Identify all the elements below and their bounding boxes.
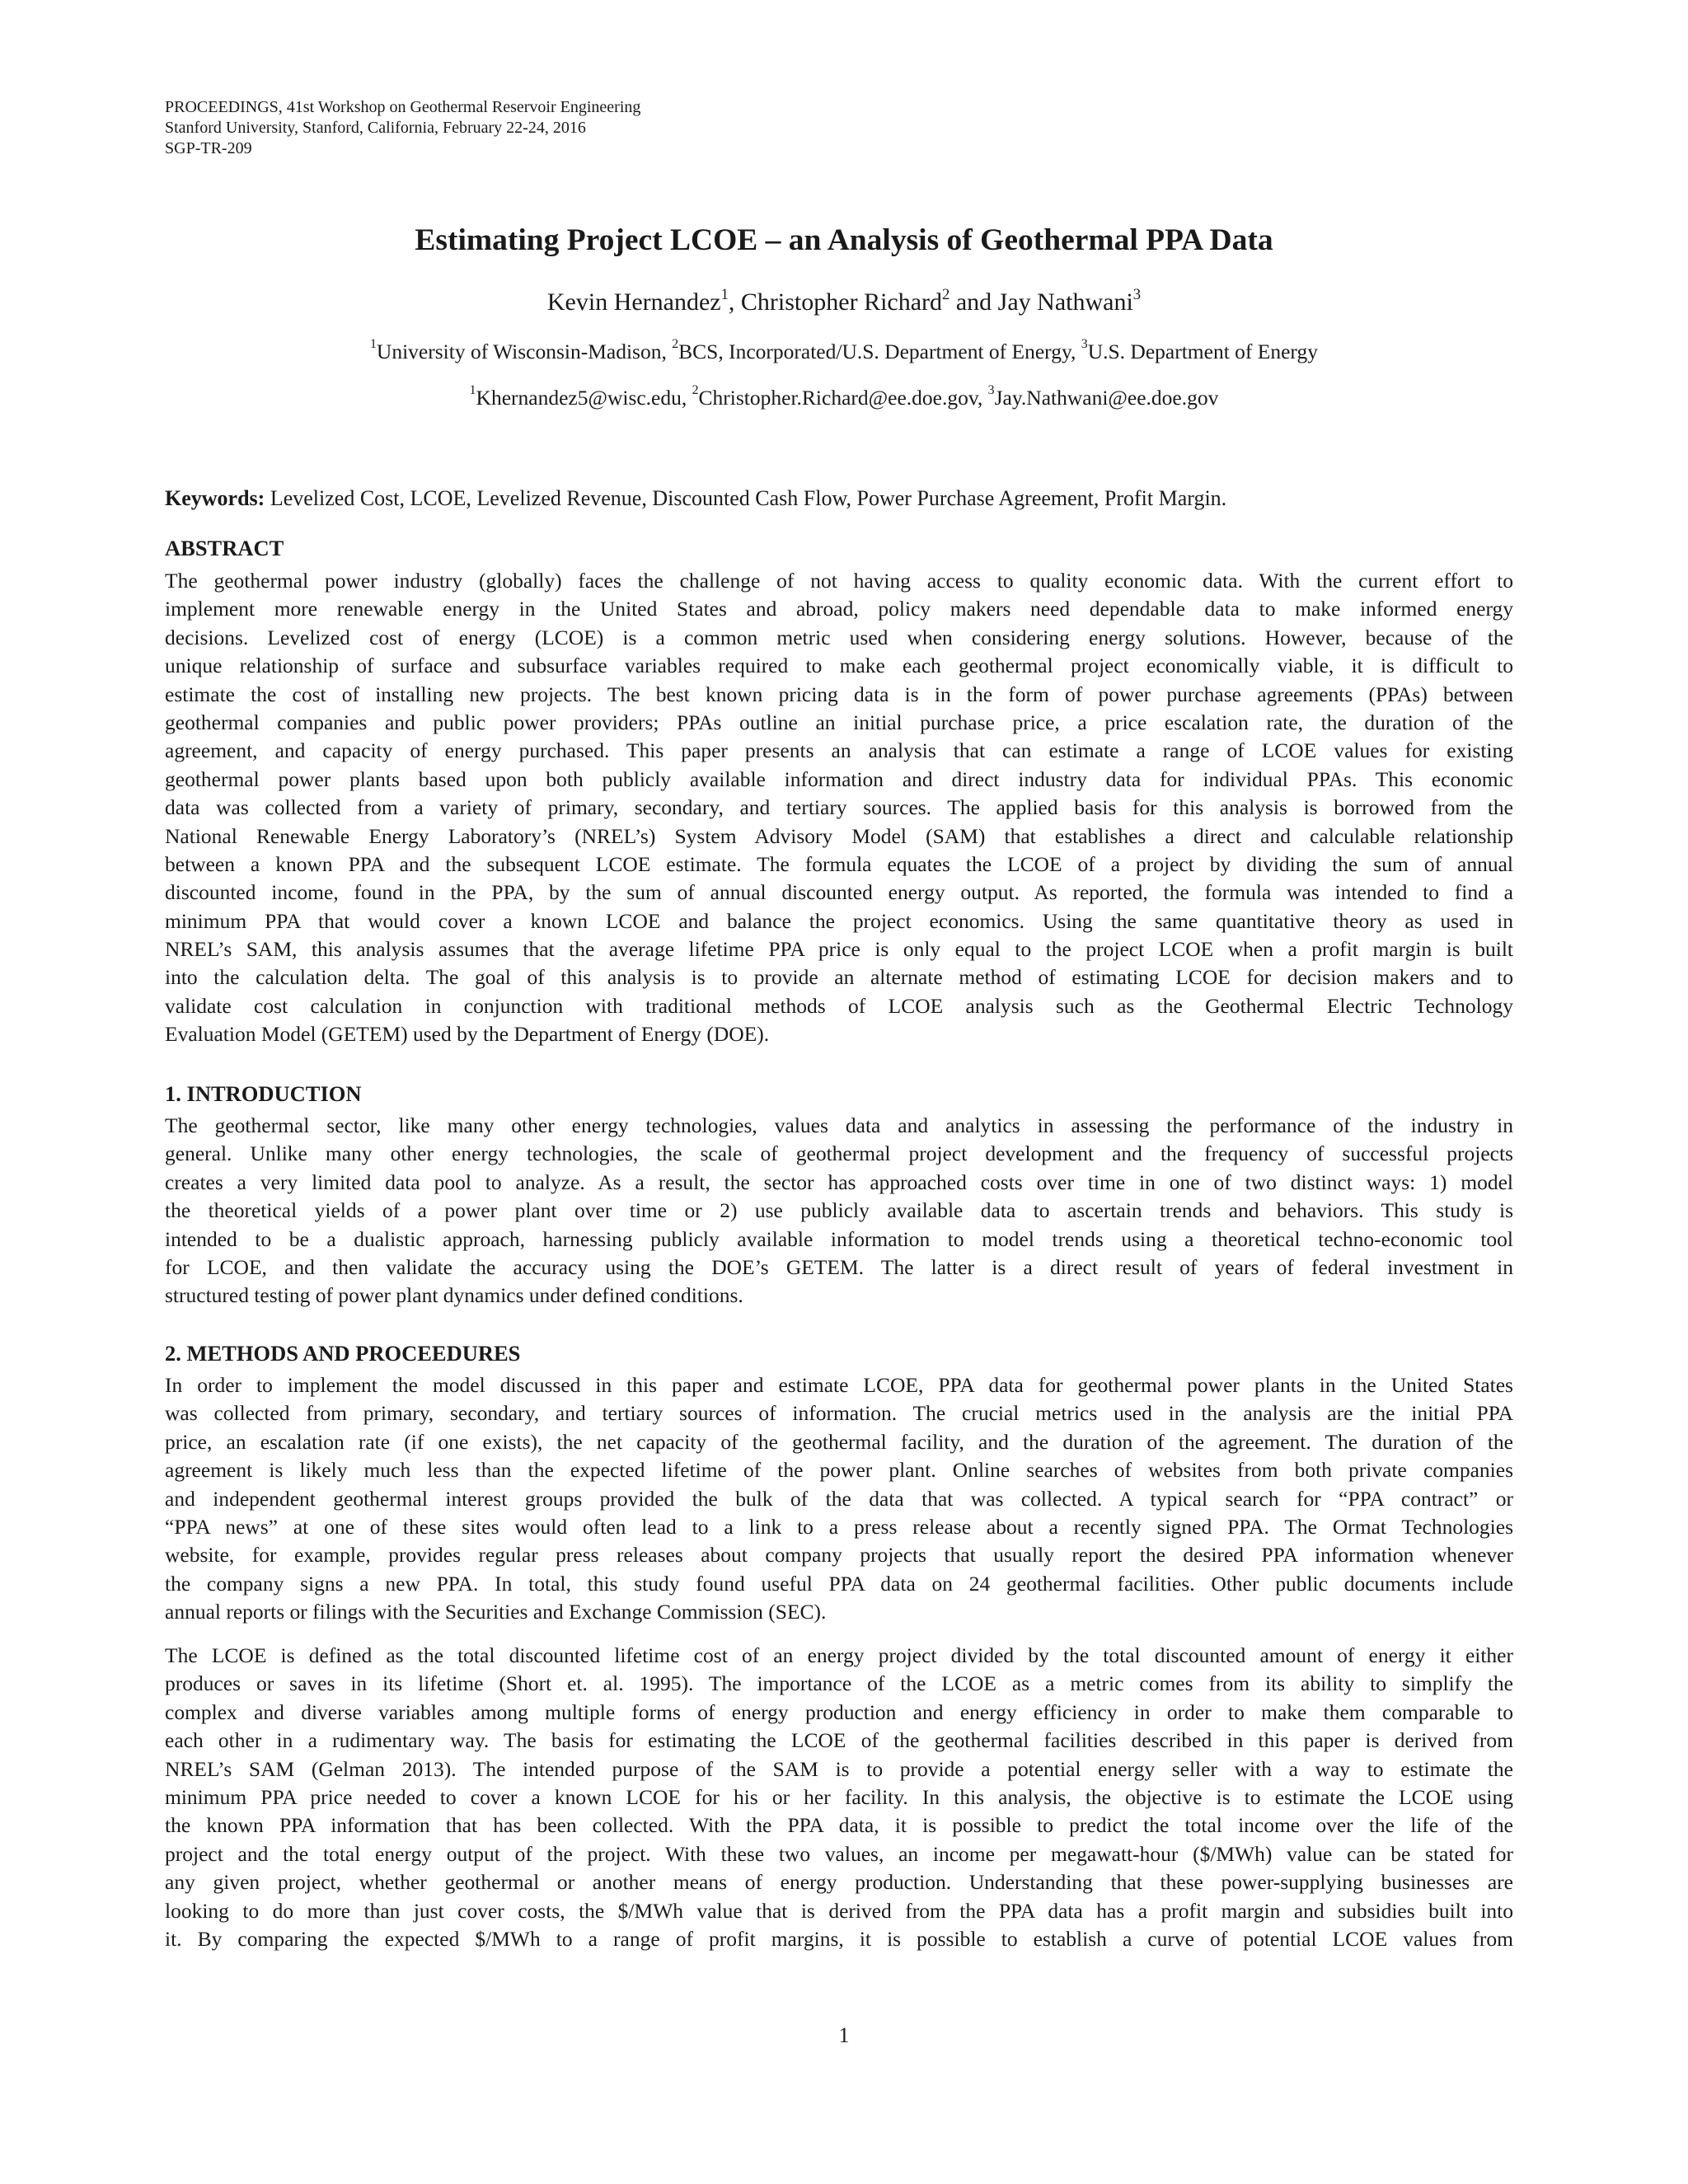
affiliations [0, 337, 1688, 364]
author-superscript: 2 [942, 286, 950, 303]
text-line: between a known PPA and the subsequent LCOE estimate. The formula equates the LCOE of a project by dividing the sum of annual [165, 851, 1513, 876]
keywords-text: Levelized Cost, LCOE, Levelized Revenue, Discounted Cash Flow, Power Purchase Agreement, Profit Margin. [265, 486, 1227, 510]
text-line: for LCOE, and then validate the accuracy using the DOE’s GETEM. The latter is a direct result of years of federal investment in [165, 1254, 1513, 1279]
affiliation-superscript: 2 [672, 337, 679, 351]
author-name: Christopher Richard [740, 288, 943, 316]
author-name: Jay Nathwani [997, 288, 1133, 316]
text-line: creates a very limited data pool to analyze. As a result, the sector has approached costs over time in one of two distinct ways: 1) model [165, 1169, 1513, 1194]
text-line: validate cost calculation in conjunction with traditional methods of LCOE analysis such as the Geothermal Electric Technology [165, 993, 1513, 1018]
text-line: price, an escalation rate (if one exists), the net capacity of the geothermal facility, and the duration of the agreement. The duration of the [165, 1429, 1513, 1454]
text-line: looking to do more than just cover costs, the $/MWh value that is derived from the PPA data has a profit margin and subsidies built into [165, 1898, 1513, 1923]
email-text: Christopher.Richard@ee.doe.gov, [698, 386, 988, 410]
text-line: geothermal companies and public power providers; PPAs outline an initial purchase price, a price escalation rate, the duration of the [165, 710, 1513, 734]
text-line: minimum PPA that would cover a known LCOE and balance the project economics. Using the same quantitative theory as used in [165, 908, 1513, 933]
text-line: each other in a rudimentary way. The basis for estimating the LCOE of the geothermal facilities described in this paper is derived from [165, 1728, 1513, 1753]
text-line: the company signs a new PPA. In total, this study found useful PPA data on 24 geothermal facilities. Other public documents include [165, 1571, 1513, 1596]
author-separator: , [728, 288, 741, 316]
text-line: agreement is likely much less than the expected lifetime of the power plant. Online searches of websites from both private companies [165, 1458, 1513, 1483]
text-line: implement more renewable energy in the United States and abroad, policy makers need dependable data to make informed energy [165, 597, 1513, 621]
text-line: project and the total energy output of the project. With these two values, an income per megawatt-hour ($/MWh) value can be stated for [165, 1841, 1513, 1866]
text-line: any given project, whether geothermal or another means of energy production. Understanding that these power-supplying businesses are [165, 1870, 1513, 1895]
text-line: Evaluation Model (GETEM) used by the Department of Energy (DOE). [165, 1022, 770, 1047]
text-line: general. Unlike many other energy technologies, the scale of geothermal project development and the frequency of successful projects [165, 1141, 1513, 1166]
author-superscript: 3 [1132, 286, 1142, 303]
keywords-label: Keywords: [165, 486, 265, 510]
methods-paragraph-1 [165, 1371, 1513, 1627]
affiliation-text: U.S. Department of Energy [1087, 340, 1318, 363]
page-number: 1 [838, 2023, 850, 2047]
email-text: Jay.Nathwani@ee.doe.gov [994, 386, 1219, 410]
text-line: structured testing of power plant dynamics under defined conditions. [165, 1283, 743, 1308]
text-line: geothermal power plants based upon both publicly available information and direct industry data for individual PPAs. This economic [165, 766, 1513, 791]
text-line: The LCOE is defined as the total discounted lifetime cost of an energy project divided by the total discounted amount of energy it either [165, 1643, 1513, 1667]
text-line: data was collected from a variety of primary, secondary, and tertiary sources. The applied basis for this analysis is borrowed from the [165, 795, 1513, 820]
keywords-line [165, 486, 1226, 511]
text-line: it. By comparing the expected $/MWh to a range of profit margins, it is possible to establish a curve of potential LCOE values from [165, 1926, 1513, 1951]
text-line: NREL’s SAM, this analysis assumes that the average lifetime PPA price is only equal to the project LCOE when a profit margin is built [165, 937, 1513, 962]
text-line: was collected from primary, secondary, and tertiary sources of information. The crucial metrics used in the analysis are the initial PPA [165, 1401, 1513, 1426]
author-list [0, 288, 1688, 316]
paper-title: Estimating Project LCOE – an Analysis of Geothermal PPA Data [415, 223, 1273, 257]
email-text: Khernandez5@wisc.edu, [476, 386, 692, 410]
abstract-paragraph [165, 567, 1513, 1049]
text-line: The geothermal power industry (globally) faces the challenge of not having access to quality economic data. With the current effort to [165, 569, 1513, 593]
introduction-paragraph [165, 1112, 1513, 1310]
proceedings-line: SGP-TR-209 [165, 139, 252, 157]
text-line: National Renewable Energy Laboratory’s (NREL’s) System Advisory Model (SAM) that establishes a direct and calculable relationship [165, 823, 1513, 848]
text-line: In order to implement the model discussed in this paper and estimate LCOE, PPA data for geothermal power plants in the United States [165, 1373, 1513, 1397]
proceedings-header [165, 97, 640, 159]
affiliation-superscript: 3 [1081, 337, 1088, 351]
abstract-heading: ABSTRACT [165, 536, 284, 560]
introduction-heading: 1. INTRODUCTION [165, 1081, 362, 1106]
text-line: discounted income, found in the PPA, by the sum of annual discounted energy output. As reported, the formula was intended to find a [165, 880, 1513, 905]
text-line: complex and diverse variables among multiple forms of energy production and energy efficiency in order to make them comparable to [165, 1699, 1513, 1724]
text-line: unique relationship of surface and subsurface variables required to make each geothermal project economically viable, it is difficult to [165, 654, 1513, 678]
proceedings-line: PROCEEDINGS, 41st Workshop on Geothermal Reservoir Engineering [165, 98, 641, 116]
text-line: The geothermal sector, like many other energy technologies, values data and analytics in assessing the performance of the industry in [165, 1113, 1513, 1137]
text-line: intended to be a dualistic approach, harnessing publicly available information to model trends using a theoretical techno-economic tool [165, 1226, 1513, 1251]
text-line: agreement, and capacity of energy purchased. This paper presents an analysis that can estimate a range of LCOE values for existing [165, 738, 1513, 763]
proceedings-line: Stanford University, Stanford, California, February 22-24, 2016 [165, 119, 586, 137]
author-emails [0, 383, 1688, 410]
text-line: produces or saves in its lifetime (Short et. al. 1995). The importance of the LCOE as a metric comes from its ability to simplify the [165, 1671, 1513, 1696]
text-line: annual reports or filings with the Securities and Exchange Commission (SEC). [165, 1600, 827, 1624]
affiliation-text: University of Wisconsin-Madison, [376, 340, 673, 363]
text-line: estimate the cost of installing new projects. The best known pricing data is in the form of power purchase agreements (PPAs) between [165, 682, 1513, 706]
affiliation-text: BCS, Incorporated/U.S. Department of Energy, [678, 340, 1081, 363]
text-line: and independent geothermal interest groups provided the bulk of the data that was collected. A typical search for “PPA contract” or [165, 1486, 1513, 1511]
affiliation-superscript: 1 [370, 337, 377, 351]
text-line: “PPA news” at one of these sites would often lead to a link to a press release about a recently signed PPA. The Ormat Technologies [165, 1514, 1513, 1539]
text-line: into the calculation delta. The goal of this analysis is to provide an alternate method of estimating LCOE for decision makers and to [165, 965, 1513, 990]
author-name: Kevin Hernandez [546, 288, 721, 316]
text-line: the theoretical yields of a power plant over time or 2) use publicly available data to ascertain trends and behaviors. This study is [165, 1198, 1513, 1223]
text-line: NREL’s SAM (Gelman 2013). The intended purpose of the SAM is to provide a potential energy seller with a way to estimate the [165, 1756, 1513, 1781]
author-superscript: 1 [720, 286, 729, 303]
author-separator: and [950, 288, 998, 316]
text-line: decisions. Levelized cost of energy (LCOE) is a common metric used when considering energy solutions. However, because of the [165, 625, 1513, 649]
text-line: website, for example, provides regular press releases about company projects that usually report the desired PPA information whenever [165, 1543, 1513, 1568]
methods-heading: 2. METHODS AND PROCEEDURES [165, 1341, 521, 1366]
email-superscript: 3 [987, 383, 995, 397]
text-line: the known PPA information that has been collected. With the PPA data, it is possible to predict the total income over the life of the [165, 1813, 1513, 1838]
methods-paragraph-2 [165, 1642, 1513, 1953]
email-superscript: 2 [692, 383, 699, 397]
text-line: minimum PPA price needed to cover a known LCOE for his or her facility. In this analysis, the objective is to estimate the LCOE using [165, 1784, 1513, 1809]
email-superscript: 1 [469, 383, 476, 397]
